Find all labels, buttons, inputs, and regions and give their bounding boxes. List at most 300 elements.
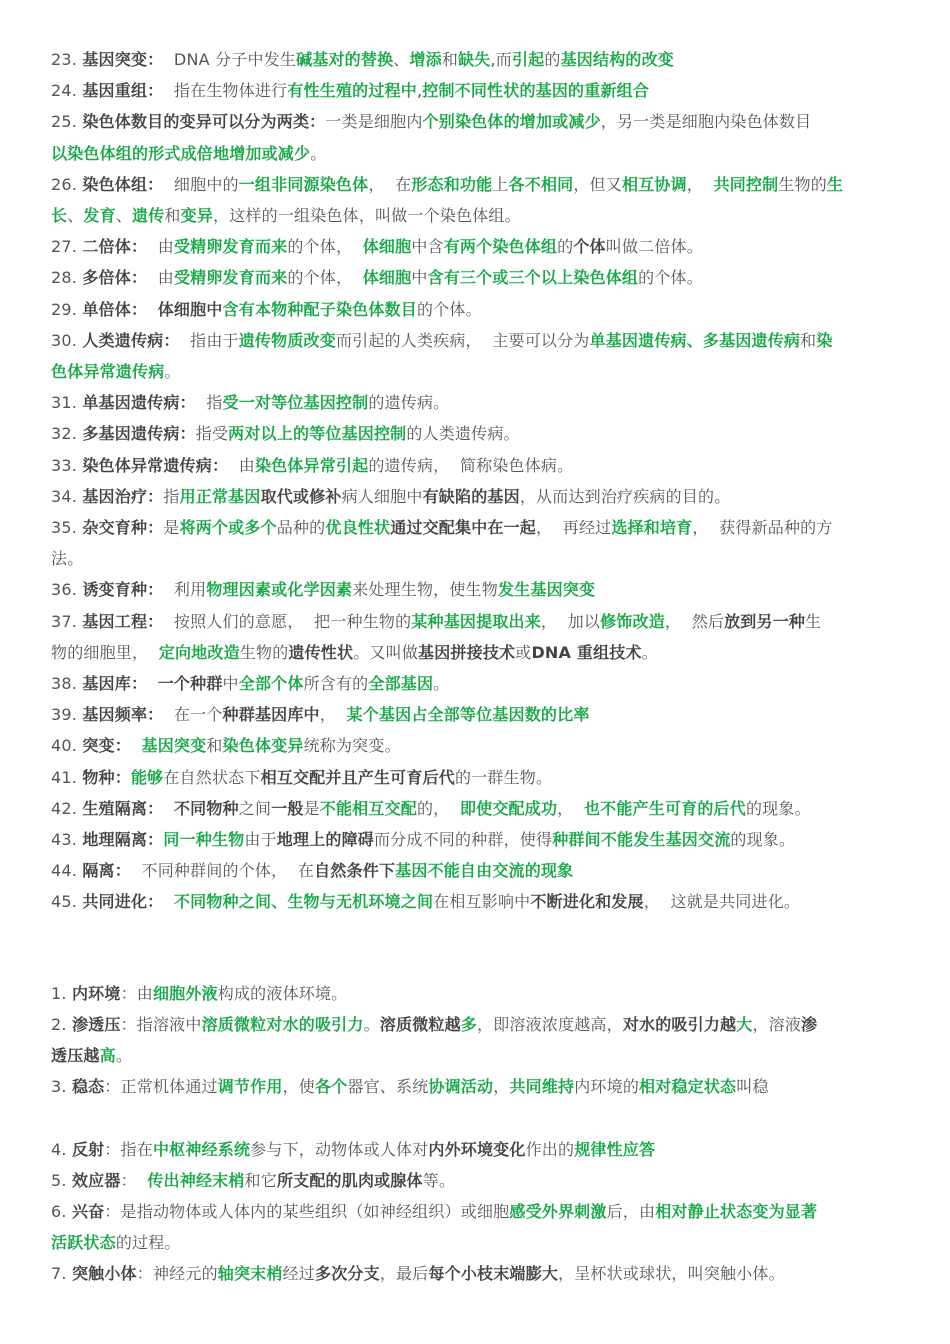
- text-run: ， 再经过: [536, 518, 612, 538]
- highlight-term: 也不能产生可育的后代: [583, 798, 746, 818]
- text-run: 的个体。: [416, 299, 482, 319]
- bold-term: 地理上的障碍: [276, 830, 374, 850]
- bold-term: 一般: [271, 798, 304, 818]
- highlight-term: 全部个体: [238, 674, 304, 694]
- highlight-term: 相对稳定状态: [639, 1077, 737, 1097]
- highlight-term: 种群间不能发生基因交流: [552, 830, 731, 850]
- highlight-term: 某个基因占全部等位基因数的比率: [346, 705, 590, 725]
- text-run: 中: [222, 674, 239, 694]
- highlight-term: 调节作用: [217, 1077, 283, 1097]
- highlight-term: 各个: [314, 1077, 348, 1097]
- highlight-term: 单基因遗传病、多基因遗传病: [589, 330, 801, 350]
- text-run: 3.: [51, 1077, 72, 1097]
- text-run: 后，由: [606, 1201, 656, 1221]
- text-run: 由: [228, 455, 255, 475]
- highlight-term: 体细胞: [362, 268, 412, 288]
- text-line: [51, 543, 908, 574]
- highlight-term: 受精卵发育而来: [173, 237, 288, 257]
- bold-term: 基因频率：: [82, 705, 164, 725]
- section-spacer: [51, 918, 908, 978]
- text-line: [51, 606, 908, 637]
- text-run: ， 加以: [540, 611, 601, 631]
- text-run: ：正常机体通过: [104, 1077, 218, 1097]
- text-run: 。: [363, 1014, 380, 1034]
- bold-term: 人类遗传病：: [82, 330, 180, 350]
- text-run: ，即溶液浓度越高，: [477, 1014, 623, 1034]
- bold-term: 兴奋: [71, 1201, 105, 1221]
- text-run: 和: [206, 736, 223, 756]
- bold-term: 不同物种: [173, 798, 239, 818]
- text-run: ，这样的一组染色体，叫做一个染色体组。: [213, 206, 521, 226]
- bold-term: 自然条件下: [314, 861, 396, 881]
- text-run: [131, 736, 142, 755]
- bold-term: 地理隔离：: [82, 830, 164, 850]
- highlight-term: 用正常基因: [179, 486, 261, 506]
- text-line: [51, 138, 908, 169]
- highlight-term: 受一对等位基因控制: [222, 393, 369, 413]
- text-run: 构成的液体环境。: [217, 983, 348, 1003]
- highlight-term: 溶质微粒对水的吸引力: [201, 1014, 364, 1034]
- highlight-term: 轴突末梢: [217, 1264, 283, 1284]
- highlight-term: 基因突变: [141, 736, 207, 756]
- highlight-term: 感受外界刺激: [509, 1201, 607, 1221]
- text-line: [51, 106, 908, 137]
- bold-term: 体细胞中: [157, 299, 223, 319]
- text-run: 叫做二倍体。: [605, 237, 703, 257]
- text-run: 6.: [51, 1201, 72, 1221]
- text-run: 31.: [51, 393, 83, 413]
- text-run: 作出的: [525, 1139, 575, 1159]
- text-run: 38.: [51, 674, 83, 694]
- text-run: 4.: [51, 1139, 72, 1159]
- highlight-term: 染色体变异: [222, 736, 304, 756]
- bold-term: 溶质微粒越: [379, 1014, 461, 1034]
- highlight-term: 多: [460, 1014, 478, 1034]
- highlight-term: 变异: [180, 206, 214, 226]
- highlight-term: 选择和培育: [611, 518, 693, 538]
- text-line: [51, 730, 908, 761]
- highlight-term: 体细胞: [362, 237, 412, 257]
- text-run: 。: [433, 674, 450, 694]
- text-line: [51, 1227, 908, 1258]
- bold-term: 效应器: [71, 1170, 121, 1190]
- highlight-term: 共同维持: [509, 1077, 575, 1097]
- highlight-term: 遗传: [132, 206, 165, 226]
- text-run: 、: [115, 206, 133, 226]
- text-run: 是: [163, 518, 180, 538]
- highlight-term: 色体异常遗传病: [51, 362, 165, 382]
- text-line: [51, 637, 908, 668]
- bold-term: 内外环境变化: [428, 1139, 526, 1159]
- text-run: ,而: [490, 50, 512, 69]
- text-run: 法。: [51, 549, 84, 569]
- text-line: [51, 387, 908, 418]
- text-run: 、: [393, 50, 410, 69]
- text-run: 中含: [411, 237, 444, 257]
- text-run: ， 在: [368, 174, 412, 194]
- text-run: 39.: [51, 705, 83, 725]
- text-run: ：是指动物体或人体内的某些组织（如神经组织）或细胞: [104, 1201, 510, 1221]
- highlight-term: 含有三个或三个以上染色体组: [427, 268, 639, 288]
- text-line: [51, 75, 908, 106]
- text-line: [51, 668, 908, 699]
- bold-term: 一个种群: [157, 674, 223, 694]
- text-line: [51, 699, 908, 730]
- bold-term: DNA 重组技术: [531, 642, 642, 662]
- text-run: 28.: [51, 268, 83, 288]
- text-line: [51, 44, 908, 75]
- text-line: [51, 1134, 908, 1165]
- text-run: 而引起的人类疾病， 主要可以分为: [335, 330, 590, 350]
- highlight-term: 增添: [409, 50, 442, 69]
- bold-term: 多次分支: [315, 1264, 380, 1284]
- highlight-term: 个别染色体的增加或减少: [422, 112, 601, 132]
- highlight-term: 各不相同: [508, 174, 574, 194]
- text-run: ，另一类是细胞内染色体数目: [600, 112, 812, 132]
- text-run: 。: [310, 143, 327, 163]
- text-run: 参与下，动物体或人体对: [250, 1139, 429, 1159]
- highlight-term: 相互协调: [621, 174, 687, 194]
- text-run: 由: [147, 268, 174, 288]
- text-run: 26.: [51, 174, 83, 194]
- highlight-term: 协调活动: [428, 1077, 494, 1097]
- bold-term: 所支配的肌肉或腺体: [276, 1170, 423, 1190]
- text-run: 的个体，: [287, 268, 363, 288]
- highlight-term: 生: [826, 174, 844, 194]
- text-run: 27.: [51, 237, 83, 257]
- highlight-term: 含有本物种配子染色体数目: [222, 299, 417, 319]
- text-run: 器官、系统: [347, 1077, 429, 1097]
- text-line: [51, 262, 908, 293]
- text-run: ， 然后: [664, 611, 725, 631]
- text-run: 。: [641, 642, 658, 662]
- text-run: 的现象。: [745, 798, 811, 818]
- highlight-term: 有两个染色体组: [443, 237, 558, 257]
- text-run: 利用: [163, 580, 207, 600]
- text-run: 病人细胞中: [341, 486, 423, 506]
- text-run: 的: [544, 50, 561, 69]
- text-run: 在相互影响中: [433, 892, 531, 912]
- text-run: 的，: [416, 798, 460, 818]
- text-run: 生: [805, 611, 822, 631]
- highlight-term: 物理因素或化学因素: [206, 580, 353, 600]
- bold-term: 基因突变：: [82, 50, 164, 69]
- text-run: 指: [163, 486, 180, 506]
- highlight-term: 不能相互交配: [319, 798, 417, 818]
- text-run: 1.: [51, 983, 72, 1003]
- bold-term: 隔离：: [82, 861, 131, 881]
- highlight-term: 某种基因提取出来: [411, 611, 541, 631]
- text-run: 。: [164, 362, 181, 382]
- bold-term: 突变：: [82, 736, 131, 756]
- text-run: 或: [515, 642, 532, 662]
- bold-term: 通过交配集中在一起: [390, 518, 536, 538]
- bold-term: 物种：: [82, 767, 131, 787]
- text-run: 32.: [51, 424, 83, 444]
- text-run: 45.: [51, 892, 83, 912]
- highlight-term: 基因结构的改变: [560, 50, 674, 69]
- highlight-term: 中枢神经系统: [152, 1139, 251, 1159]
- text-run: 在一个: [163, 705, 223, 725]
- glossary-section-homeostasis: [51, 978, 908, 1103]
- highlight-term: 两对以上的等位基因控制: [228, 424, 407, 444]
- highlight-term: 能够: [130, 767, 164, 787]
- text-line: [51, 762, 908, 793]
- section-spacer: [51, 1103, 908, 1134]
- highlight-term: 引起: [511, 50, 545, 69]
- text-run: 和: [441, 50, 459, 69]
- text-run: 在自然状态下: [163, 767, 261, 787]
- text-line: [51, 512, 908, 543]
- text-run: 叫稳: [736, 1077, 769, 1097]
- bold-term: 放到另一种: [724, 611, 806, 631]
- text-run: 7.: [51, 1264, 72, 1284]
- glossary-section-genetics: [51, 44, 908, 918]
- bold-term: 相互交配并且产生可育后代: [260, 767, 455, 787]
- text-run: 经过: [282, 1264, 315, 1284]
- bold-term: 生殖隔离：: [82, 798, 164, 818]
- highlight-term: 即使交配成功: [459, 798, 558, 818]
- text-run: 。: [115, 1046, 133, 1066]
- text-run: 25.: [51, 112, 83, 132]
- text-run: 的: [557, 237, 574, 257]
- highlight-term: 染色体异常引起: [254, 455, 369, 475]
- text-run: DNA 分子中发生: [163, 50, 297, 69]
- text-run: 一类是细胞内: [325, 112, 423, 132]
- highlight-term: 修饰改造: [600, 611, 665, 631]
- highlight-term: 活跃状态: [51, 1233, 116, 1253]
- text-run: 不同种群间的个体， 在: [130, 861, 315, 881]
- glossary-section-nervous-system: [51, 1134, 908, 1290]
- text-run: ，: [319, 705, 347, 725]
- text-run: [163, 892, 174, 911]
- text-run: [147, 300, 158, 319]
- text-run: ，: [493, 1077, 510, 1097]
- highlight-term: 共同控制: [713, 174, 779, 194]
- text-run: 和: [800, 330, 817, 350]
- text-run: 上: [492, 174, 509, 194]
- text-line: [51, 231, 908, 262]
- text-run: 指: [195, 393, 223, 413]
- bold-term: 基因库：: [82, 674, 148, 694]
- text-line: [51, 418, 908, 449]
- text-line: [51, 294, 908, 325]
- highlight-term: 缺失: [458, 50, 491, 69]
- highlight-term: 规律性应答: [574, 1139, 656, 1159]
- text-run: ，呈杯状或球状，叫突触小体。: [558, 1264, 785, 1284]
- text-run: 43.: [51, 830, 83, 850]
- text-line: [51, 886, 908, 917]
- text-run: 品种的: [276, 518, 326, 538]
- text-run: 41.: [51, 767, 83, 787]
- bold-term: 染色体数目的变异可以分为两类：: [82, 112, 326, 132]
- text-line: [51, 1040, 908, 1071]
- text-line: [51, 855, 908, 886]
- text-run: 和: [164, 206, 181, 226]
- text-run: ：指溶液中: [120, 1014, 202, 1034]
- text-run: 的个体，: [287, 237, 363, 257]
- text-run: 内环境的: [574, 1077, 640, 1097]
- bold-term: 基因重组：: [82, 81, 164, 101]
- text-run: 由于: [244, 830, 277, 850]
- highlight-term: 细胞外液: [152, 983, 218, 1003]
- text-run: 2.: [51, 1014, 72, 1034]
- text-run: ，: [557, 798, 584, 818]
- text-run: ,: [416, 81, 423, 101]
- text-run: 中: [411, 268, 428, 288]
- highlight-term: 高: [99, 1046, 116, 1066]
- bold-term: 突触小体: [71, 1264, 137, 1284]
- highlight-term: 将两个或多个: [179, 518, 277, 538]
- text-run: 33.: [51, 455, 83, 475]
- text-run: 30.: [51, 330, 83, 350]
- text-run: ， 获得新品种的方: [692, 518, 833, 538]
- text-run: [163, 799, 174, 818]
- text-line: [51, 793, 908, 824]
- text-line: [51, 978, 908, 1009]
- text-run: ，最后: [379, 1264, 429, 1284]
- text-run: ，但又: [573, 174, 622, 194]
- bold-term: 有缺陷的基因: [422, 486, 520, 506]
- text-line: [51, 1071, 908, 1102]
- highlight-term: 一组非同源染色体: [238, 174, 369, 194]
- highlight-term: 遗传物质改变: [238, 330, 336, 350]
- text-line: [51, 200, 908, 231]
- text-run: 按照人们的意愿， 把一种生物的: [163, 611, 412, 631]
- text-run: 23.: [51, 50, 83, 69]
- bold-term: 基因工程：: [82, 611, 164, 631]
- text-run: 由: [147, 237, 174, 257]
- bold-term: 染色体异常遗传病：: [82, 455, 229, 475]
- text-run: 的一群生物。: [454, 767, 553, 787]
- text-line: [51, 481, 908, 512]
- highlight-term: 发育: [83, 206, 116, 226]
- text-run: 的遗传病， 简称染色体病。: [368, 455, 574, 475]
- highlight-term: 同一种生物: [163, 830, 245, 850]
- text-line: [51, 1165, 908, 1196]
- text-line: [51, 450, 908, 481]
- text-run: 之间: [238, 798, 272, 818]
- highlight-term: 形态和功能: [411, 174, 493, 194]
- text-run: ：神经元的: [136, 1264, 218, 1284]
- text-run: 5.: [51, 1170, 72, 1190]
- text-run: 细胞中的: [163, 174, 239, 194]
- highlight-term: 碱基对的替换: [296, 50, 394, 69]
- text-run: ：: [120, 1170, 148, 1190]
- bold-term: 诱变育种：: [82, 580, 164, 600]
- text-run: 44.: [51, 861, 83, 881]
- bold-term: 对水的吸引力越: [622, 1014, 737, 1034]
- text-run: 而分成不同的种群，使得: [373, 830, 553, 850]
- bold-term: 杂交育种：: [82, 518, 164, 538]
- text-run: 36.: [51, 580, 83, 600]
- highlight-term: 全部基因: [368, 674, 434, 694]
- bold-term: 染色体组：: [82, 174, 164, 194]
- text-run: ：指在: [104, 1139, 153, 1159]
- text-run: 34.: [51, 486, 83, 506]
- highlight-term: 长: [51, 206, 68, 226]
- bold-term: 渗: [801, 1014, 818, 1034]
- text-run: 所含有的: [303, 674, 369, 694]
- text-run: 的过程。: [115, 1233, 181, 1253]
- text-run: 的现象。: [730, 830, 796, 850]
- text-run: 指受: [195, 424, 229, 444]
- text-run: 37.: [51, 611, 83, 631]
- text-line: [51, 169, 908, 200]
- text-line: [51, 1258, 908, 1289]
- bold-term: 取代或修补: [260, 486, 342, 506]
- text-line: [51, 574, 908, 605]
- text-run: ，从而达到治疗疾病的目的。: [519, 486, 731, 506]
- text-line: [51, 325, 908, 356]
- text-run: ， 这就是共同进化。: [643, 892, 801, 912]
- bold-term: 渗透压: [71, 1014, 121, 1034]
- text-run: 29.: [51, 299, 83, 319]
- highlight-term: 大: [736, 1014, 753, 1034]
- text-run: ，: [686, 174, 714, 194]
- highlight-term: 受精卵发育而来: [173, 268, 288, 288]
- text-run: 指在生物体进行: [163, 81, 288, 101]
- text-run: 是: [303, 798, 320, 818]
- highlight-term: 控制不同性状的基因的重新组合: [422, 81, 650, 101]
- text-run: 、: [67, 206, 84, 226]
- text-run: 的个体。: [638, 268, 703, 288]
- bold-term: 多倍体：: [82, 268, 148, 288]
- bold-term: 种群基因库中: [222, 705, 320, 725]
- text-run: 的遗传病。: [368, 393, 450, 413]
- bold-term: 不断进化和发展: [530, 892, 644, 912]
- text-run: 来处理生物，使生物: [352, 580, 498, 600]
- text-run: 40.: [51, 736, 83, 756]
- text-run: 42.: [51, 798, 83, 818]
- bold-term: 个体: [573, 237, 606, 257]
- bold-term: 二倍体：: [82, 237, 148, 257]
- bold-term: 透压越: [51, 1046, 100, 1066]
- text-run: [147, 674, 158, 693]
- highlight-term: 传出神经末梢: [147, 1170, 245, 1190]
- text-line: [51, 356, 908, 387]
- text-line: [51, 1196, 908, 1227]
- text-run: ：由: [120, 983, 153, 1003]
- text-run: 生物的: [778, 174, 827, 194]
- text-run: 指由于: [179, 330, 239, 350]
- text-line: [51, 1009, 908, 1040]
- text-run: 统称为突变。: [303, 736, 401, 756]
- bold-term: 稳态: [71, 1077, 105, 1097]
- bold-term: 单基因遗传病：: [82, 393, 196, 413]
- bold-term: 多基因遗传病：: [82, 424, 196, 444]
- bold-term: 单倍体：: [82, 299, 148, 319]
- bold-term: 反射: [71, 1139, 105, 1159]
- highlight-term: 定向地改造: [158, 642, 240, 662]
- text-run: ，使: [282, 1077, 315, 1097]
- highlight-term: 以染色体组的形式成倍地增加或减少: [51, 143, 311, 163]
- bold-term: 基因治疗：: [82, 486, 164, 506]
- text-run: 和它: [244, 1170, 277, 1190]
- text-run: 。又叫做: [353, 642, 419, 662]
- text-run: 24.: [51, 81, 83, 101]
- text-run: 的人类遗传病。: [406, 424, 520, 444]
- highlight-term: 不同物种之间、生物与无机环境之间: [173, 892, 434, 912]
- highlight-term: 染: [816, 330, 833, 350]
- text-run: ，溶液: [752, 1014, 802, 1034]
- text-run: 35.: [51, 518, 83, 538]
- text-line: [51, 824, 908, 855]
- highlight-term: 发生基因突变: [497, 580, 596, 600]
- highlight-term: 基因不能自由交流的现象: [395, 861, 574, 881]
- highlight-term: 相对静止状态变为显著: [655, 1201, 818, 1221]
- text-run: 生物的: [239, 642, 289, 662]
